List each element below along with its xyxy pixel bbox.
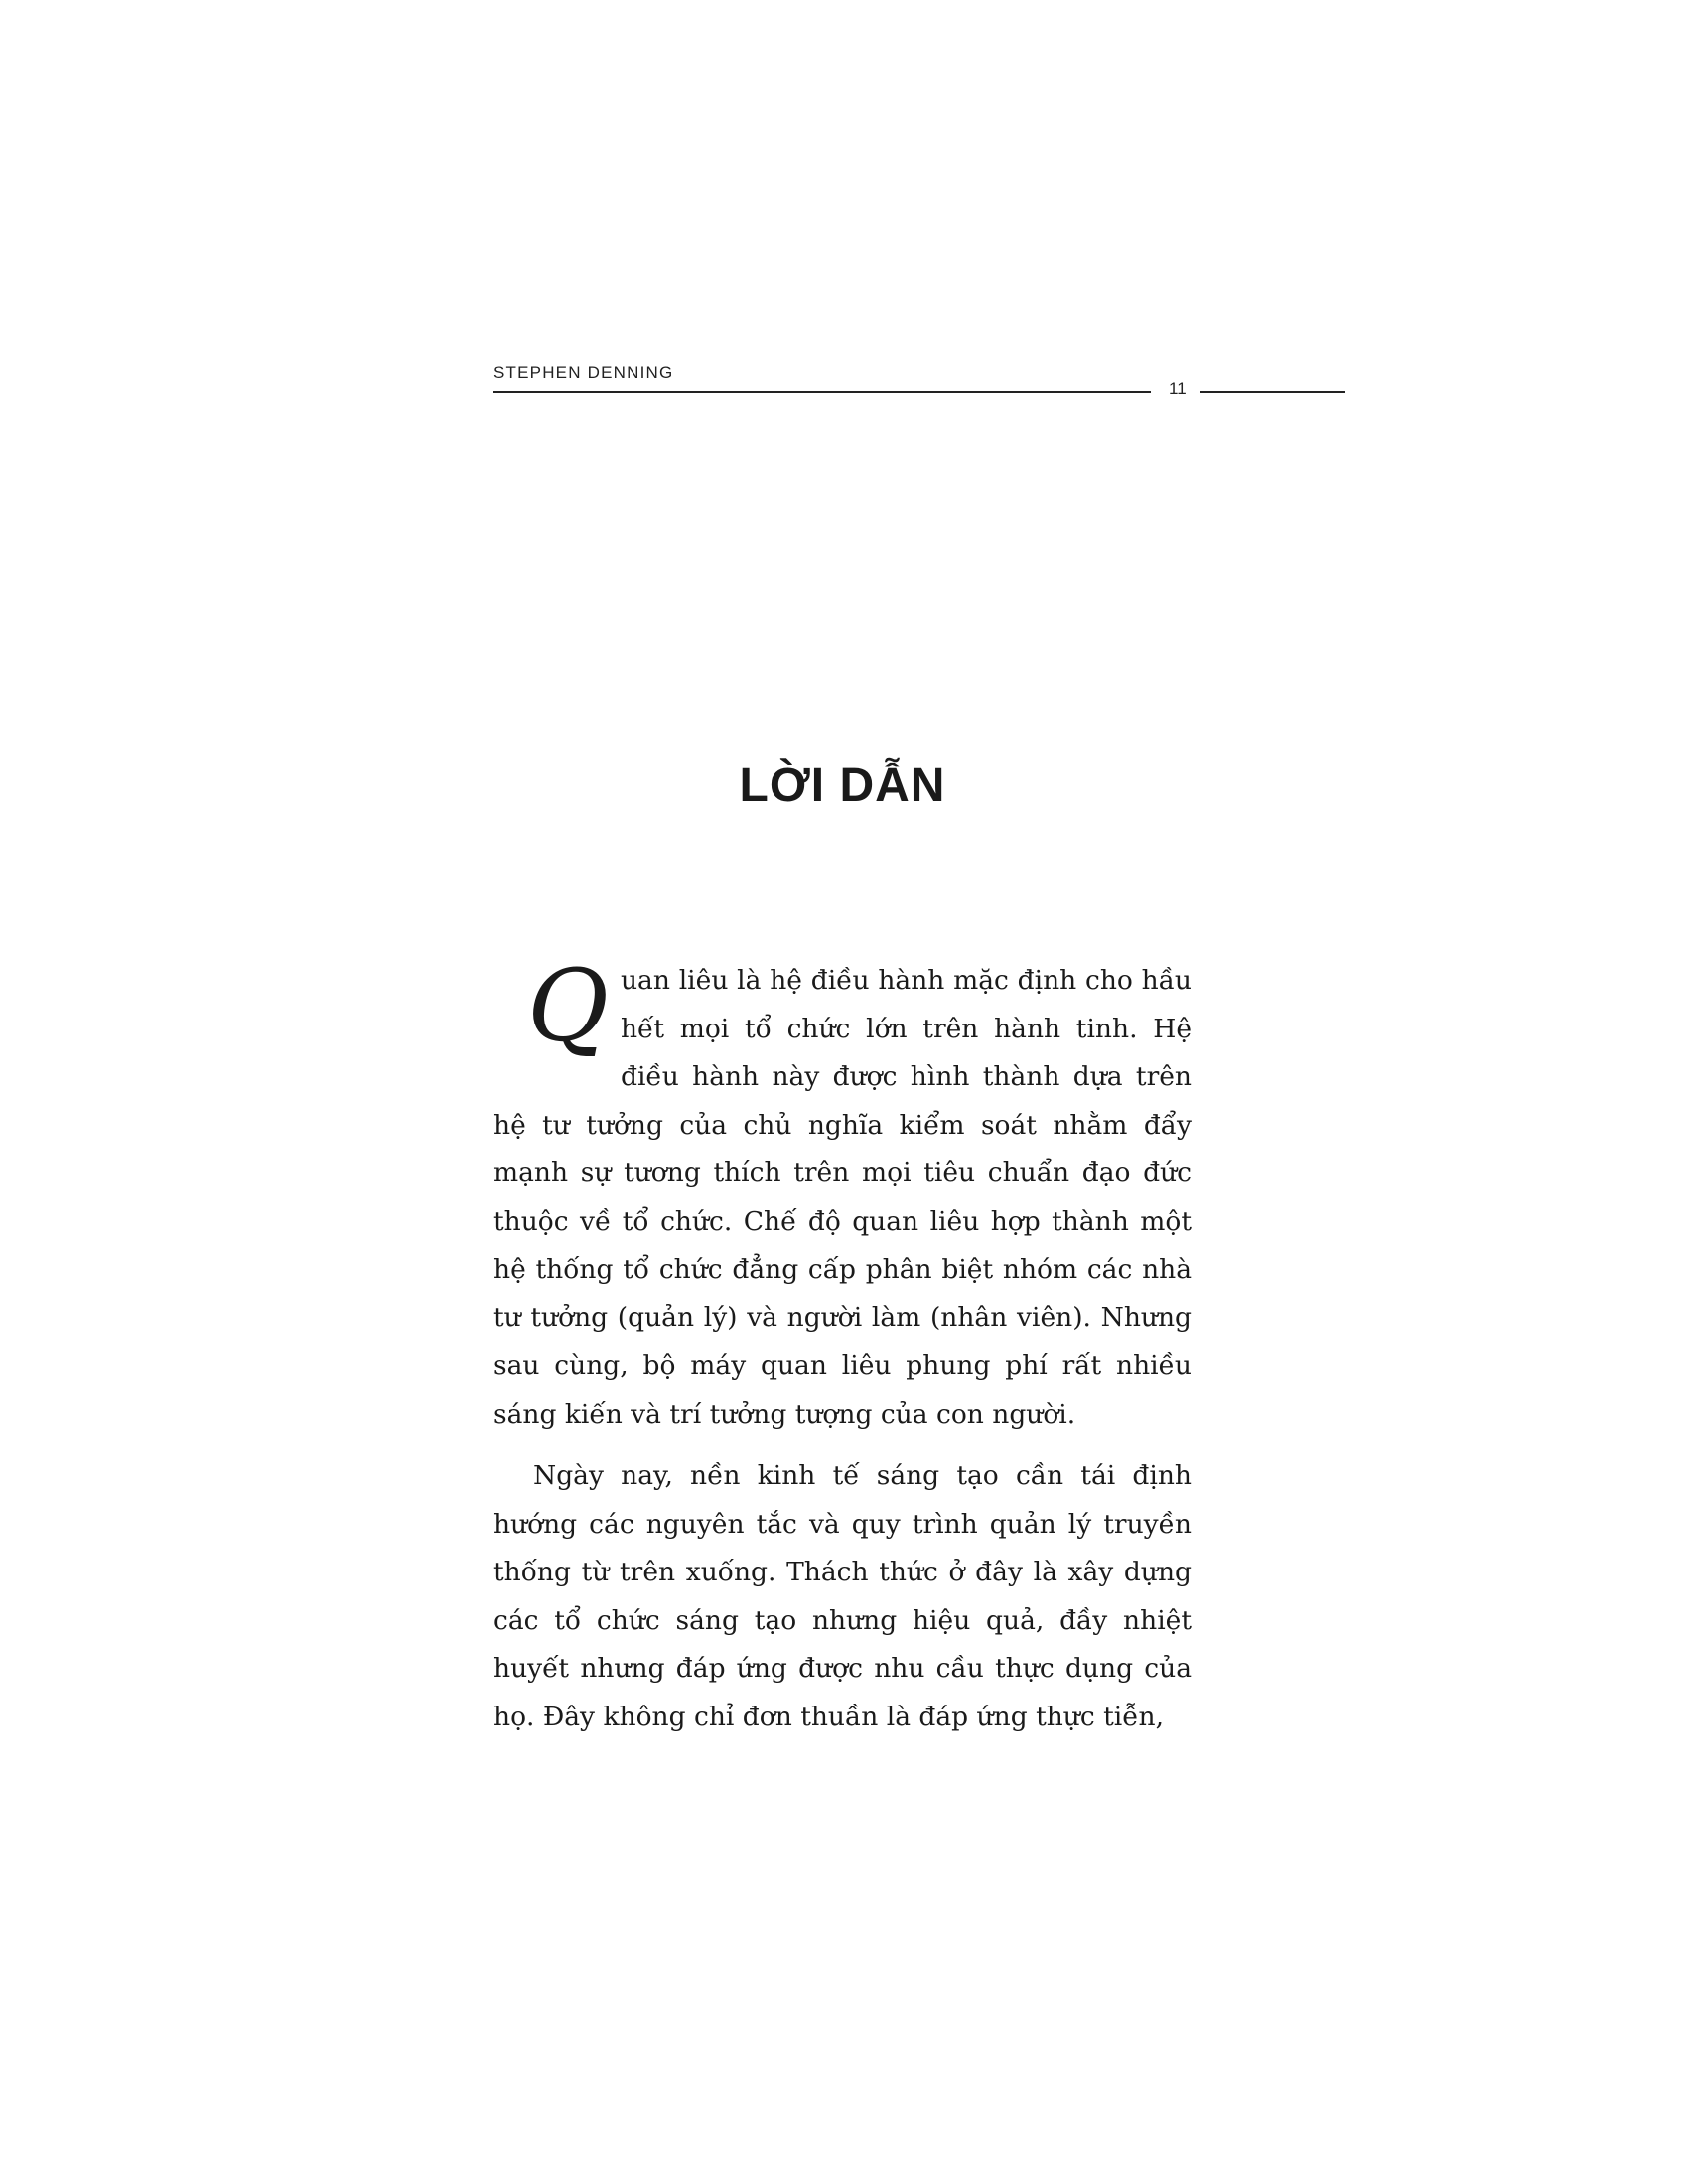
paragraph-1-text: uan liêu là hệ điều hành mặc định cho hầu hết mọi tổ chức lớn trên hành tinh. Hệ điều hành này được hình thành dựa trên hệ tư tưởng của chủ nghĩa kiểm soát nhằm đẩy mạnh sự tương thích trên mọi tiêu chuẩn đạo đức thuộc về tổ chức. Chế độ quan liêu hợp thành một hệ thống tổ chức đẳng cấp phân biệt nhóm các nhà tư tưởng (quản lý) và người làm (nhân viên). Nhưng sau cùng, bộ máy quan liêu phung phí rất nhiều sáng kiến và trí tưởng tượng của con người.: [493, 965, 1192, 1430]
running-head: [493, 363, 1345, 403]
chapter-title: LỜI DẪN: [739, 759, 946, 812]
drop-cap: Q: [527, 948, 609, 1064]
paragraph-1: [493, 948, 1192, 1438]
page-number: 11: [1169, 379, 1187, 398]
header-rule-right: [1200, 391, 1345, 393]
running-head-author: STEPHEN DENNING: [493, 363, 674, 382]
body-text: [493, 948, 1192, 1741]
header-rule-left: [493, 391, 1151, 393]
paragraph-2: Ngày nay, nền kinh tế sáng tạo cần tái định hướng các nguyên tắc và quy trình quản lý truyền thống từ trên xuống. Thách thức ở đây là xây dựng các tổ chức sáng tạo nhưng hiệu quả, đầy nhiệt huyết nhưng đáp ứng được nhu cầu thực dụng của họ. Đây không chỉ đơn thuần là đáp ứng thực tiễn,: [493, 1460, 1192, 1732]
